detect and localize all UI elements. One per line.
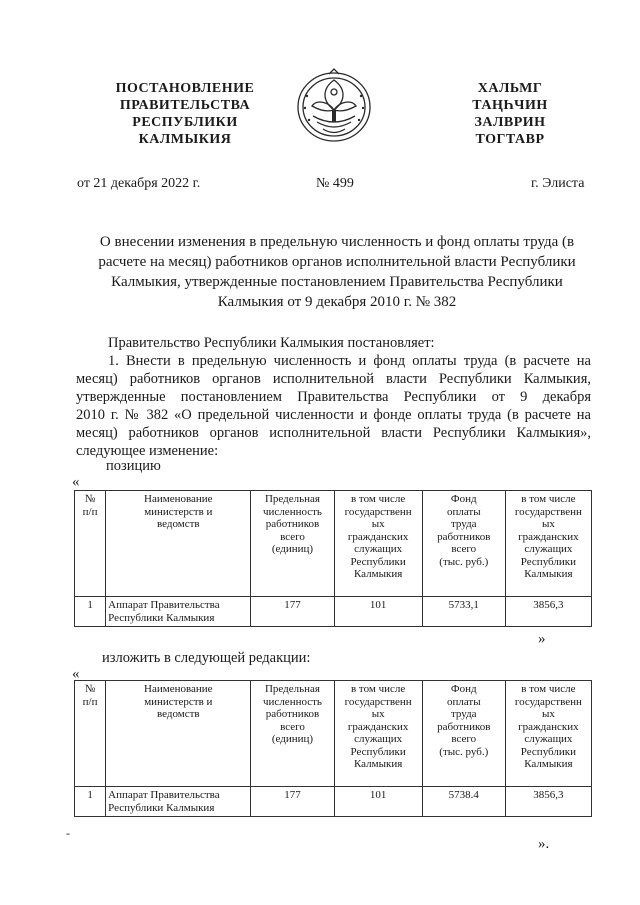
header-cell-fund-civil: в том числе государственн ых гражданских служащих Республики Калмыкия [505,491,591,597]
header-cell-name: Наименование министерств и ведомств [106,681,251,787]
table-new [74,680,592,817]
header-cell-num: № п/п [75,681,106,787]
cell-name: Аппарат Правительства Республики Калмыкия [106,787,251,817]
title-line: Калмыкия, утвержденные постановлением Правительства Республики [111,274,563,290]
cell-total: 177 [251,597,334,627]
header-cell-name: Наименование министерств и ведомств [106,491,251,597]
title-line: Калмыкия от 9 декабря 2010 г. № 382 [217,294,457,310]
cell-total: 177 [251,787,334,817]
document-city: г. Элиста [531,176,585,191]
item-line: 2010 г. № 382 «О предельной численности и фонде оплаты труда (в расчете на [76,407,591,423]
decree-line: Правительство Республики Калмыкия постановляет: [108,335,435,351]
open-quote: « [72,666,80,682]
header-cell-fund: Фонд оплаты труда работников всего (тыс. руб.) [422,491,505,597]
table-header-row [75,491,592,597]
cell-name: Аппарат Правительства Республики Калмыкия [106,597,251,627]
open-quote: « [72,474,80,490]
header-right-line: ТАҢҺЧИН [472,98,548,113]
header-cell-total: Предельная численность работников всего (единиц) [251,681,334,787]
header-right-line: ЗАЛВРИН [474,115,546,130]
cell-num: 1 [75,787,106,817]
item-line: утвержденные постановлением Правительства Республики от 9 декабря [76,389,591,405]
header-right-line: ТОГТАВР [475,132,545,147]
cell-civil: 101 [334,597,422,627]
cell-fund: 5738.4 [422,787,505,817]
cell-civil: 101 [334,787,422,817]
document-number: № 499 [316,176,354,191]
close-quote: » [538,631,546,647]
decree-item [76,352,591,460]
header-left-line: РЕСПУБЛИКИ [132,115,238,130]
item-line: 1. Внести в предельную численность и фонд оплаты труда (в расчете на [108,353,591,369]
cell-num: 1 [75,597,106,627]
table-row [75,787,592,817]
header-left-line: ПРАВИТЕЛЬСТВА [119,98,251,113]
document-date: от 21 декабря 2022 г. [77,176,201,191]
replace-label: изложить в следующей редакции: [102,650,311,666]
item-line-last: следующее изменение: [76,443,219,459]
header-cell-fund-civil: в том числе государственн ых гражданских служащих Республики Калмыкия [505,681,591,787]
table-row [75,597,592,627]
header-right-line: ХАЛЬМГ [477,81,543,96]
header-left-line: ПОСТАНОВЛЕНИЕ [115,81,255,96]
table-dash: - [66,826,70,840]
table-original [74,490,592,627]
position-label: позицию [106,458,161,474]
table-header-row [75,681,592,787]
title-line: О внесении изменения в предельную численность и фонд оплаты труда (в [99,234,575,250]
item-line: месяц) работников органов исполнительной власти Республики Калмыкия», [76,425,591,441]
header-title-russian [100,80,270,148]
header-left-line: КАЛМЫКИЯ [138,132,232,147]
header-title-kalmyk [455,80,565,148]
cell-fund: 5733,1 [422,597,505,627]
header-cell-total: Предельная численность работников всего (единиц) [251,491,334,597]
header-cell-civil: в том числе государственн ых гражданских служащих Республики Калмыкия [334,681,422,787]
header-cell-fund: Фонд оплаты труда работников всего (тыс. руб.) [422,681,505,787]
republic-emblem-icon [293,66,375,144]
cell-fund-civil: 3856,3 [505,787,591,817]
document-title [88,232,586,312]
header-cell-civil: в том числе государственн ых гражданских служащих Республики Калмыкия [334,491,422,597]
title-line: расчете на месяц) работников органов исполнительной власти Республики [98,254,576,270]
cell-fund-civil: 3856,3 [505,597,591,627]
item-line: месяц) работников органов исполнительной власти Республики Калмыкия, [76,371,591,387]
header-cell-num: № п/п [75,491,106,597]
close-quote-final: ». [538,836,550,852]
